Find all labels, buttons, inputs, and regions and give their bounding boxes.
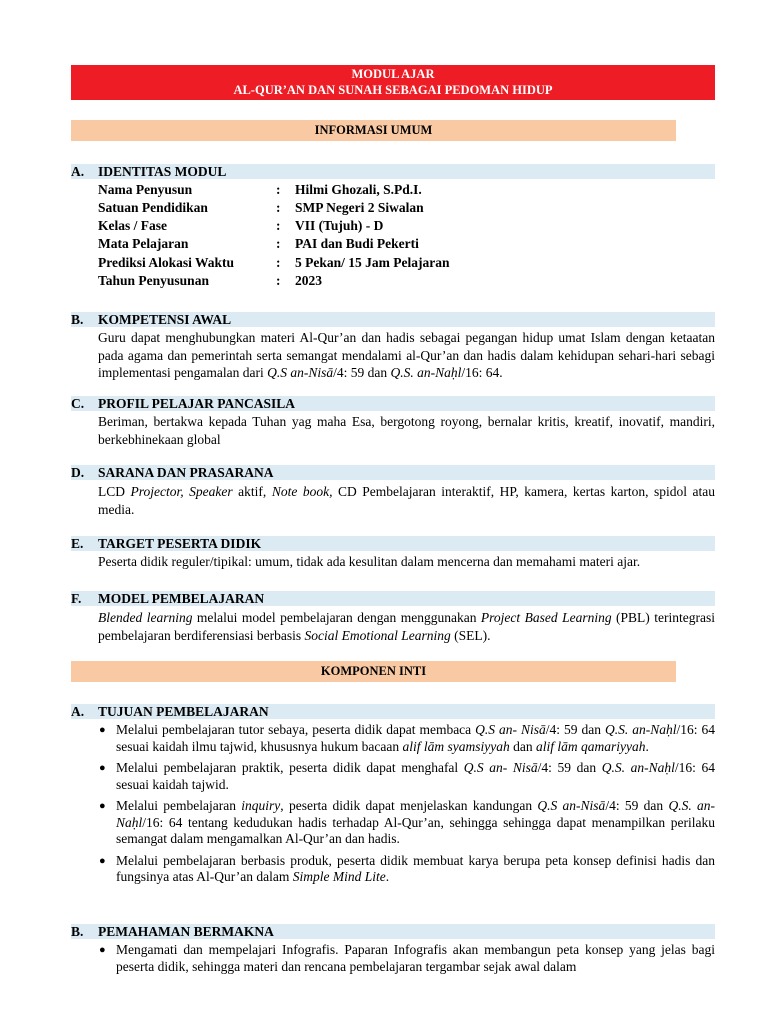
identity-colon: : — [276, 218, 281, 233]
section-letter: B. — [71, 312, 84, 327]
identity-key: Satuan Pendidikan — [98, 200, 208, 215]
sarana-prasarana-text: LCD Projector, Speaker aktif, Note book, CD Pembelajaran interaktif, HP, kamera, kertas karton, spidol atau media. — [98, 484, 715, 517]
section-title: TUJUAN PEMBELAJARAN — [98, 704, 269, 719]
model-pembelajaran-text: Blended learning melalui model pembelajaran dengan menggunakan Project Based Learning (PBL) terintegrasi pembelajaran berdiferensiasi berbasis Social Emotional Learning (SEL). — [98, 610, 715, 643]
identity-value: 5 Pekan/ 15 Jam Pelajaran — [295, 255, 450, 270]
identity-key: Tahun Penyusunan — [98, 273, 209, 288]
section-title: PEMAHAMAN BERMAKNA — [98, 924, 274, 939]
identity-key: Nama Penyusun — [98, 182, 193, 197]
identity-key: Mata Pelajaran — [98, 236, 189, 251]
identity-value: VII (Tujuh) - D — [295, 218, 384, 233]
identity-key: Prediksi Alokasi Waktu — [98, 255, 235, 270]
section-tujuan-pembelajaran — [71, 704, 715, 719]
section-title: MODEL PEMBELAJARAN — [98, 591, 265, 606]
section-title: PROFIL PELAJAR PANCASILA — [98, 396, 296, 411]
bullet-icon: ● — [99, 944, 106, 956]
identity-colon: : — [276, 182, 281, 197]
section-title: TARGET PESERTA DIDIK — [98, 536, 262, 551]
list-item: ● Mengamati dan mempelajari Infografis. Paparan Infografis akan membangun peta konsep yang jelas bagi peserta didik, sehingga materi dan rencana pembelajaran tergambar sejak awal dalam — [99, 942, 715, 974]
section-identitas-modul — [71, 164, 715, 179]
section-letter: E. — [71, 536, 84, 551]
section-pemahaman-bermakna — [71, 924, 715, 939]
module-title-line1: MODUL AJAR — [351, 67, 435, 81]
module-title-line2: AL-QUR’AN DAN SUNAH SEBAGAI PEDOMAN HIDUP — [233, 83, 553, 97]
komponen-inti-heading: KOMPONEN INTI — [71, 661, 676, 682]
section-profil-pelajar — [71, 396, 715, 411]
pemahaman-list — [98, 942, 715, 980]
identity-row — [98, 254, 658, 272]
identity-row — [98, 181, 658, 199]
module-title-banner — [71, 65, 715, 100]
target-peserta-text: Peserta didik reguler/tipikal: umum, tidak ada kesulitan dalam mencerna dan memahami materi ajar. — [98, 554, 641, 569]
section-letter: F. — [71, 591, 82, 606]
identity-value: 2023 — [295, 273, 322, 288]
identity-value: SMP Negeri 2 Siwalan — [295, 200, 424, 215]
bullet-icon: ● — [99, 724, 106, 736]
bullet-icon: ● — [99, 800, 106, 812]
section-target-peserta — [71, 536, 715, 551]
bullet-icon: ● — [99, 854, 106, 867]
kompetensi-awal-text: Guru dapat menghubungkan materi Al-Qur’an dan hadis sebagai pegangan hidup umat Islam dengan ketaatan pada agama dan pemerintah serta semangat mendalami al-Qur’an dan hadis dalam kehidupan sehari-hari sebagi implementasi pengamalan dari Q.S an-Nisā/4: 59 dan Q.S. an-Naḥl/16: 64. — [98, 330, 715, 380]
section-letter: A. — [71, 164, 85, 179]
identity-row — [98, 199, 658, 217]
list-item: ● Melalui pembelajaran praktik, peserta didik dapat menghafal Q.S an- Nisā/4: 59 dan Q.S. an-Naḥl/16: 64 sesuai kaidah tajwid. — [99, 760, 715, 792]
section-letter: B. — [71, 924, 84, 939]
list-item: ● Melalui pembelajaran tutor sebaya, peserta didik dapat membaca Q.S an- Nisā/4: 59 dan Q.S. an-Naḥl/16: 64 sesuai kaidah ilmu tajwid, khususnya hukum bacaan alif lām syamsiyyah dan alif lām qamariyyah. — [99, 722, 715, 754]
identity-colon: : — [276, 236, 281, 251]
list-item: ● Melalui pembelajaran berbasis produk, peserta didik membuat karya berupa peta konsep definisi hadis dan fungsinya atas Al-Qur’an dalam Simple Mind Lite. — [99, 852, 715, 884]
section-title: IDENTITAS MODUL — [98, 164, 227, 179]
section-letter: D. — [71, 465, 85, 480]
identity-colon: : — [276, 255, 281, 270]
identity-row — [98, 272, 658, 290]
identity-row — [98, 217, 658, 235]
identity-value: PAI dan Budi Pekerti — [295, 236, 419, 251]
list-item: ● Melalui pembelajaran inquiry, peserta didik dapat menjelaskan kandungan Q.S an-Nisā/4: 59 dan Q.S. an-Naḥl/16: 64 tentang kedudukan hadis terhadap Al-Qur’an, sehingga sehingga dapat menampilkan perilaku semangat dalam mengamalkan Al-Qur’an dan hadis. — [99, 798, 715, 846]
section-title: KOMPETENSI AWAL — [98, 312, 232, 327]
identity-row — [98, 235, 658, 253]
section-model-pembelajaran — [71, 591, 715, 606]
tujuan-list — [98, 722, 715, 891]
informasi-umum-heading: INFORMASI UMUM — [71, 120, 676, 141]
section-sarana-prasarana — [71, 465, 715, 480]
identity-value: Hilmi Ghozali, S.Pd.I. — [295, 182, 422, 197]
section-letter: A. — [71, 704, 85, 719]
identity-colon: : — [276, 273, 281, 288]
section-title: SARANA DAN PRASARANA — [98, 465, 274, 480]
section-kompetensi-awal — [71, 312, 715, 327]
identity-colon: : — [276, 200, 281, 215]
bullet-icon: ● — [99, 762, 106, 774]
identity-key: Kelas / Fase — [98, 218, 167, 233]
section-letter: C. — [71, 396, 85, 411]
profil-pelajar-text: Beriman, bertakwa kepada Tuhan yag maha Esa, bergotong royong, bernalar kritis, kreatif, inovatif, mandiri, berkebhinekaan global — [98, 414, 715, 447]
